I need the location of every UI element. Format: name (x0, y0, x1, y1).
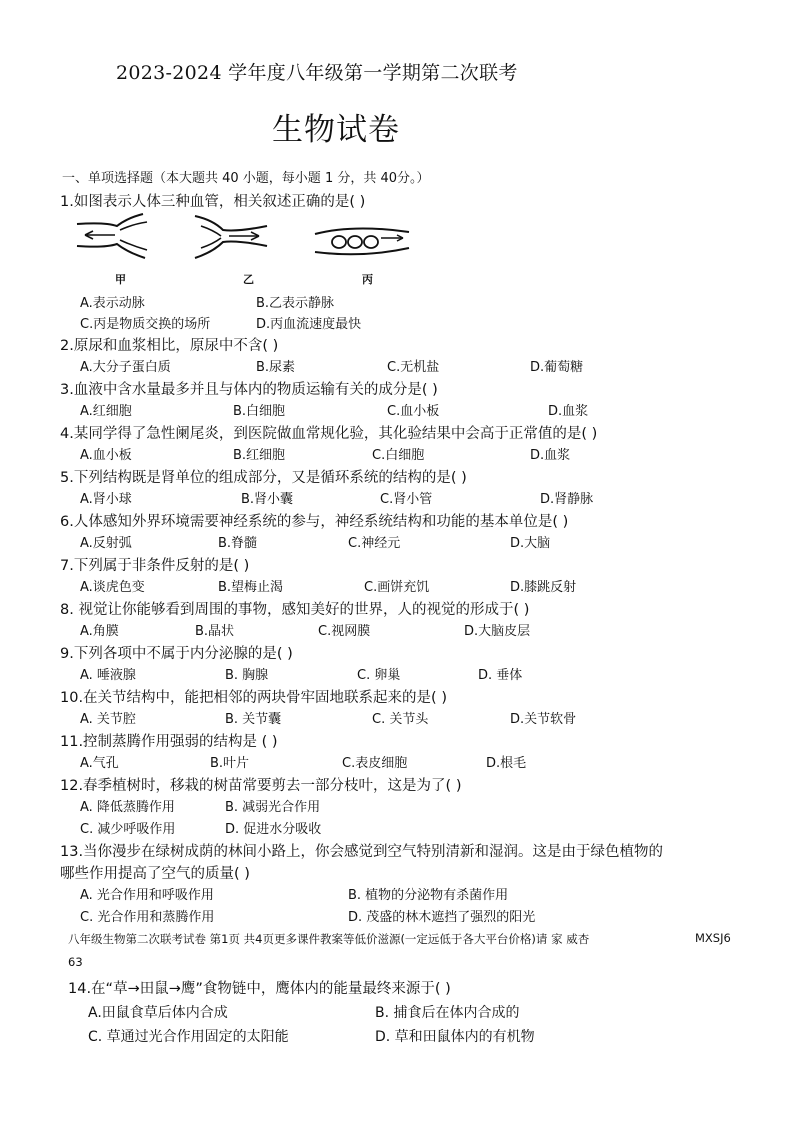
footer-code-cont: 63 (68, 955, 83, 969)
question-12-option-d: D. 促进水分吸收 (225, 822, 322, 837)
section-title: 一、单项选择题（本大题共 40 小题，每小题 1 分，共 40分。） (62, 171, 430, 186)
question-5-option-b: B.肾小囊 (241, 492, 294, 507)
question-9-option-d: D. 垂体 (478, 668, 523, 683)
question-3-option-c: C.血小板 (387, 404, 440, 419)
question-10-option-c: C. 关节头 (372, 712, 429, 727)
question-11-option-b: B.叶片 (210, 756, 250, 771)
question-1-option-c: C.丙是物质交换的场所 (80, 317, 211, 332)
question-14-option-c: C. 草通过光合作用固定的太阳能 (88, 1029, 289, 1045)
question-6-option-d: D.大脑 (510, 536, 551, 551)
question-3-option-b: B.白细胞 (233, 404, 286, 419)
question-2-option-a: A.大分子蛋白质 (80, 360, 171, 375)
question-7-option-a: A.谈虎色变 (80, 580, 145, 595)
question-5-option-c: C.肾小管 (380, 492, 433, 507)
vessel-figure-vein (193, 212, 273, 262)
question-1-stem: 1.如图表示人体三种血管，相关叙述正确的是( ) (60, 194, 366, 210)
question-2-option-b: B.尿素 (256, 360, 296, 375)
footer-code: MXSJ6 (695, 931, 731, 945)
exam-header-line: 2023-2024 学年度八年级第一学期第二次联考 (116, 62, 518, 84)
question-2-option-d: D.葡萄糖 (530, 360, 584, 375)
question-13-option-c: C. 光合作用和蒸腾作用 (80, 910, 215, 925)
question-5-stem: 5.下列结构既是肾单位的组成部分，又是循环系统的结构的是( ) (60, 470, 467, 486)
question-2-stem: 2.原尿和血浆相比，原尿中不含( ) (60, 338, 279, 354)
question-14-option-a: A.田鼠食草后体内合成 (88, 1005, 228, 1021)
question-11-option-d: D.根毛 (486, 756, 527, 771)
vessel-figure-artery (75, 212, 155, 262)
question-10-option-b: B. 关节囊 (225, 712, 282, 727)
question-5-option-d: D.肾静脉 (540, 492, 594, 507)
question-12-option-a: A. 降低蒸腾作用 (80, 800, 175, 815)
question-8-option-c: C.视网膜 (318, 624, 371, 639)
question-6-option-b: B.脊髓 (218, 536, 258, 551)
question-12-option-c: C. 减少呼吸作用 (80, 822, 176, 837)
question-8-option-b: B.晶状 (195, 624, 235, 639)
question-12-option-b: B. 减弱光合作用 (225, 800, 321, 815)
question-7-stem: 7.下列属于非条件反射的是( ) (60, 558, 250, 574)
question-13-stem-cont: 哪些作用提高了空气的质量( ) (60, 866, 250, 882)
question-14-stem: 14.在“草→田鼠→鹰”食物链中，鹰体内的能量最终来源于( ) (68, 981, 451, 997)
question-3-stem: 3.血液中含水量最多并且与体内的物质运输有关的成分是( ) (60, 382, 438, 398)
question-6-stem: 6.人体感知外界环境需要神经系统的参与，神经系统结构和功能的基本单位是( ) (60, 514, 569, 530)
question-10-option-d: D.关节软骨 (510, 712, 577, 727)
exam-subject-title: 生物试卷 (272, 112, 400, 148)
question-4-option-a: A.血小板 (80, 448, 132, 463)
question-13-option-a: A. 光合作用和呼吸作用 (80, 888, 214, 903)
question-10-option-a: A. 关节腔 (80, 712, 136, 727)
question-1-option-d: D.丙血流速度最快 (256, 317, 362, 332)
question-11-stem: 11.控制蒸腾作用强弱的结构是 ( ) (60, 734, 278, 750)
question-1-option-b: B.乙表示静脉 (256, 296, 335, 311)
question-5-option-a: A.肾小球 (80, 492, 132, 507)
page-footer: 八年级生物第二次联考试卷 第1页 共4页更多课件教案等低价滋源(一定远低于各大平台价格)请 家 威杏 (68, 932, 590, 946)
question-13-option-b: B. 植物的分泌物有杀菌作用 (348, 888, 509, 903)
question-9-option-a: A. 唾液腺 (80, 668, 136, 683)
question-2-option-c: C.无机盐 (387, 360, 440, 375)
question-8-option-d: D.大脑皮层 (464, 624, 531, 639)
question-9-option-c: C. 卵巢 (357, 668, 401, 683)
question-9-option-b: B. 胸腺 (225, 668, 269, 683)
question-12-stem: 12.春季植树时，移栽的树苗常要剪去一部分枝叶，这是为了( ) (60, 778, 462, 794)
question-3-option-a: A.红细胞 (80, 404, 132, 419)
figure-label-bing: 丙 (362, 273, 373, 286)
question-4-option-d: D.血浆 (530, 448, 571, 463)
question-13-stem: 13.当你漫步在绿树成荫的林间小路上，你会感觉到空气特别清新和湿润。这是由于绿色植物的 (60, 844, 664, 860)
question-7-option-c: C.画饼充饥 (364, 580, 430, 595)
vessel-figure-capillary (313, 222, 411, 258)
question-4-option-b: B.红细胞 (233, 448, 286, 463)
question-3-option-d: D.血浆 (548, 404, 589, 419)
question-9-stem: 9.下列各项中不属于内分泌腺的是( ) (60, 646, 293, 662)
question-13-option-d: D. 茂盛的林木遮挡了强烈的阳光 (348, 910, 536, 925)
question-6-option-c: C.神经元 (348, 536, 401, 551)
question-11-option-c: C.表皮细胞 (342, 756, 408, 771)
question-4-option-c: C.白细胞 (372, 448, 425, 463)
question-7-option-d: D.膝跳反射 (510, 580, 577, 595)
question-8-option-a: A.角膜 (80, 624, 119, 639)
question-14-option-b: B. 捕食后在体内合成的 (375, 1005, 520, 1021)
question-8-stem: 8. 视觉让你能够看到周围的事物，感知美好的世界，人的视觉的形成于( ) (60, 602, 530, 618)
question-10-stem: 10.在关节结构中，能把相邻的两块骨牢固地联系起来的是( ) (60, 690, 447, 706)
question-11-option-a: A.气孔 (80, 756, 119, 771)
question-4-stem: 4.某同学得了急性阑尾炎，到医院做血常规化验，其化验结果中会高于正常值的是( ) (60, 426, 598, 442)
question-6-option-a: A.反射弧 (80, 536, 132, 551)
figure-label-jia: 甲 (115, 273, 126, 286)
question-1-option-a: A.表示动脉 (80, 296, 145, 311)
figure-label-yi: 乙 (243, 273, 254, 286)
question-14-option-d: D. 草和田鼠体内的有机物 (375, 1029, 535, 1045)
question-7-option-b: B.望梅止渴 (218, 580, 284, 595)
